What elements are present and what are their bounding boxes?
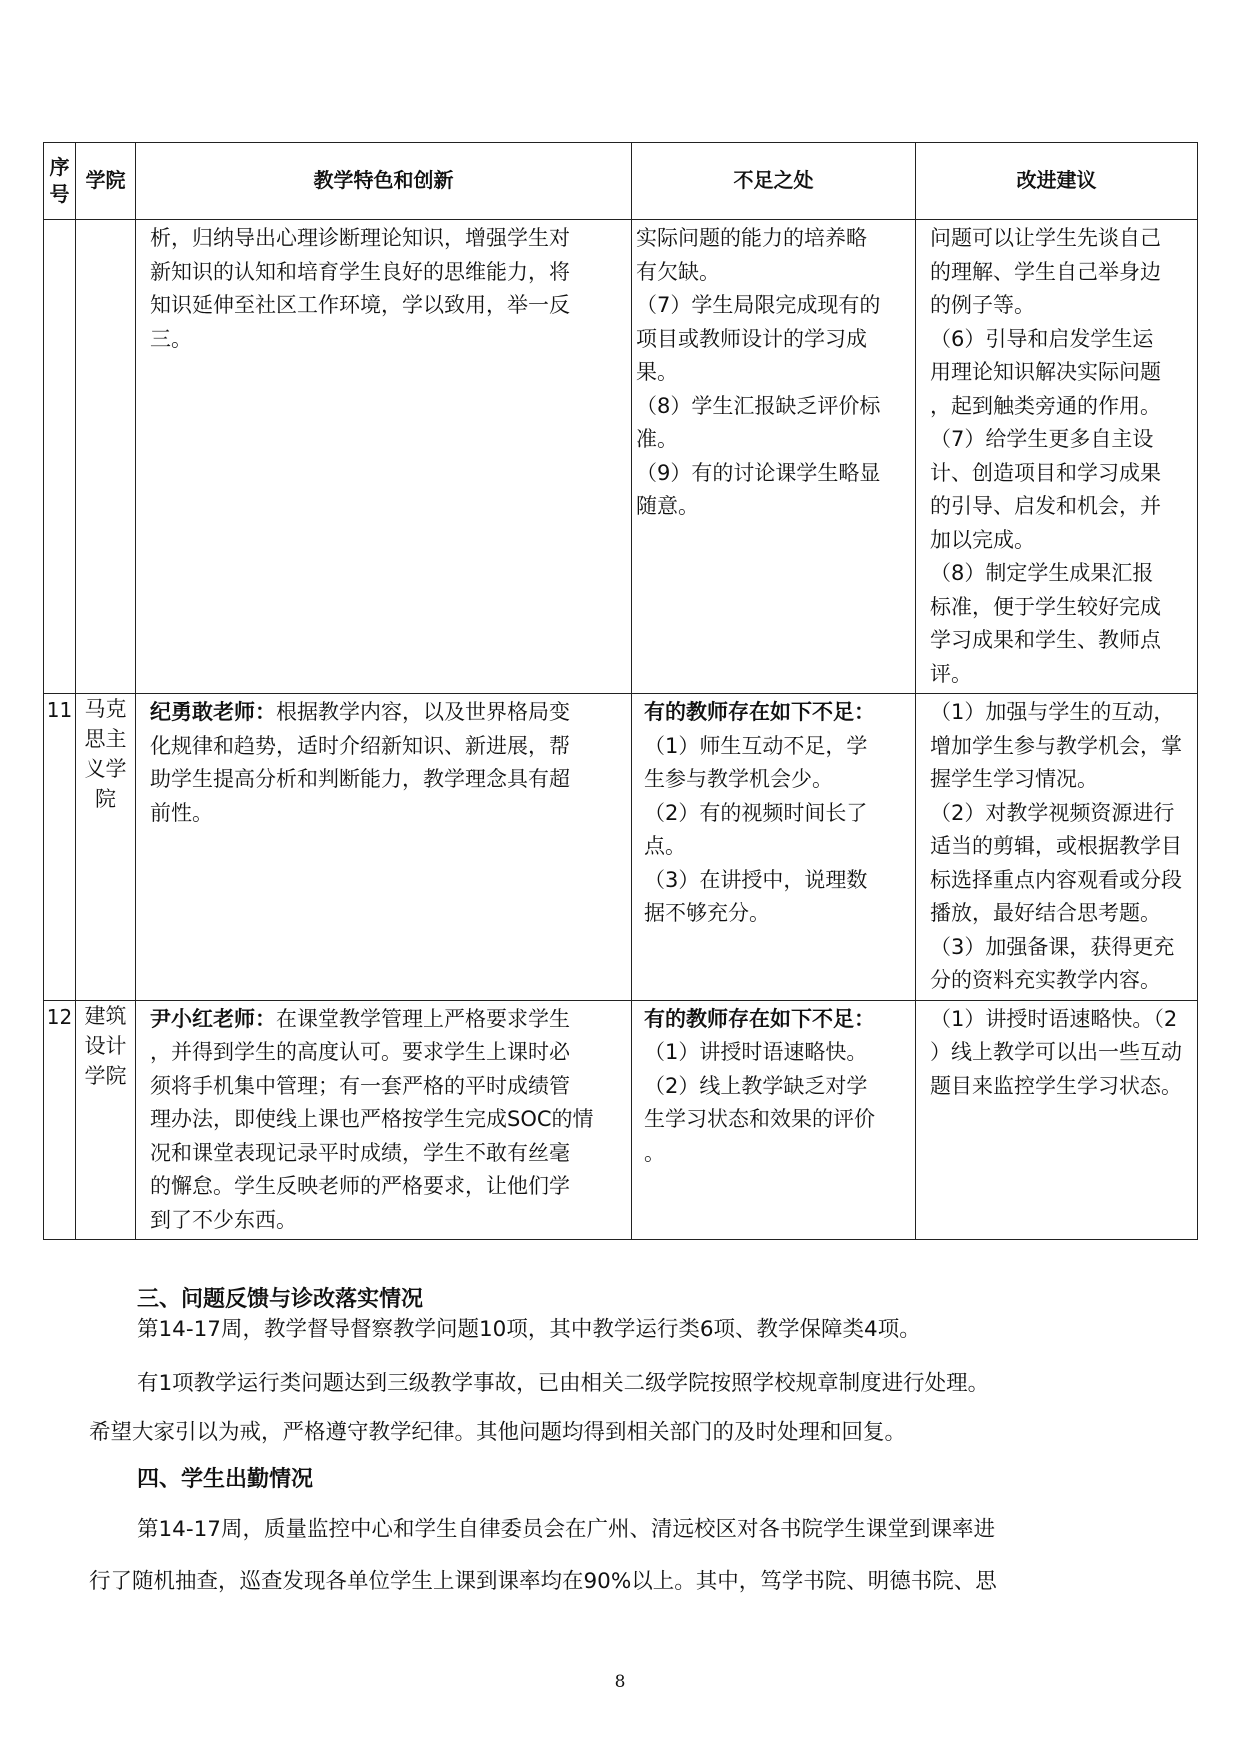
features-line: 到了不少东西。 bbox=[150, 1207, 297, 1232]
suggestion-line: 标准，便于学生较好完成 bbox=[930, 594, 1161, 619]
suggestion-line: 增加学生参与教学机会，掌 bbox=[930, 733, 1182, 758]
college-line: 义学 bbox=[84, 757, 127, 781]
features-text: 在课堂教学管理上严格要求学生 bbox=[276, 1006, 570, 1031]
shortcoming-line: 有欠缺。 bbox=[636, 259, 720, 284]
features-cell bbox=[136, 694, 632, 1001]
suggestion-line: 加以完成。 bbox=[930, 527, 1035, 552]
features-line: 析，归纳导出心理诊断理论知识，增强学生对 bbox=[150, 226, 570, 250]
teacher-name: 纪勇敢老师： bbox=[150, 700, 276, 724]
evaluation-table bbox=[43, 142, 1198, 1240]
page-number: 8 bbox=[614, 1672, 626, 1692]
features-line: 的懈怠。学生反映老师的严格要求，让他们学 bbox=[150, 1174, 570, 1198]
suggestion-line: 播放，最好结合思考题。 bbox=[930, 901, 1161, 925]
section-title-feedback: 三、问题反馈与诊改落实情况 bbox=[137, 1287, 424, 1312]
suggestion-line: （1）加强与学生的互动， bbox=[930, 700, 1175, 724]
shortcoming-line: 点。 bbox=[644, 834, 686, 858]
section4-paragraph-1-cont: 行了随机抽查，巡查发现各单位学生上课到课率均在90%以上。其中，笃学书院、明德书院、思 bbox=[89, 1569, 997, 1594]
college-line: 建筑 bbox=[84, 1003, 127, 1028]
table-header-row bbox=[44, 143, 1198, 220]
features-line: 新知识的认知和培育学生良好的思维能力，将 bbox=[150, 259, 570, 284]
shortcomings-heading: 有的教师存在如下不足： bbox=[644, 700, 875, 724]
header-features: 教学特色和创新 bbox=[136, 143, 632, 220]
shortcoming-line: 项目或教师设计的学习成 bbox=[636, 326, 867, 351]
suggestion-line: 计、创造项目和学习成果 bbox=[930, 460, 1161, 485]
shortcomings-cell bbox=[632, 694, 916, 1001]
shortcoming-line: 准。 bbox=[636, 427, 678, 451]
section3-paragraph-1: 第14-17周，教学督导督察教学问题10项，其中教学运行类6项、教学保障类4项。 bbox=[137, 1317, 921, 1342]
features-line bbox=[150, 1003, 621, 1037]
shortcomings-heading: 有的教师存在如下不足： bbox=[644, 1006, 875, 1031]
features-line: 三。 bbox=[150, 326, 192, 351]
shortcoming-line: （7）学生局限完成现有的 bbox=[636, 293, 881, 317]
suggestion-line: 题目来监控学生学习状态。 bbox=[930, 1073, 1182, 1098]
suggestions-cell bbox=[916, 1000, 1198, 1240]
shortcoming-line: （1）讲授时语速略快。 bbox=[644, 1040, 868, 1064]
suggestion-line: 问题可以让学生先谈自己 bbox=[930, 226, 1161, 250]
features-line: 理办法，即使线上课也严格按学生完成SOC的情 bbox=[150, 1107, 594, 1131]
suggestion-line: 评。 bbox=[930, 661, 972, 686]
row-number: 11 bbox=[44, 694, 76, 1001]
shortcoming-line: 。 bbox=[644, 1140, 665, 1165]
features-line: 助学生提高分析和判断能力，教学理念具有超 bbox=[150, 767, 570, 791]
suggestion-line: （8）制定学生成果汇报 bbox=[930, 561, 1154, 585]
table-row-continued bbox=[44, 220, 1198, 694]
suggestion-line: （7）给学生更多自主设 bbox=[930, 427, 1154, 451]
features-line: 化规律和趋势，适时介绍新知识、新进展，帮 bbox=[150, 733, 570, 758]
teacher-name: 尹小红老师： bbox=[150, 1006, 276, 1031]
suggestion-line: （6）引导和启发学生运 bbox=[930, 326, 1154, 351]
shortcoming-line: 果。 bbox=[636, 360, 678, 384]
shortcoming-line: 生参与教学机会少。 bbox=[644, 767, 833, 791]
suggestion-line: ，起到触类旁通的作用。 bbox=[930, 393, 1161, 418]
shortcoming-line: 随意。 bbox=[636, 494, 699, 518]
college-line: 设计 bbox=[84, 1033, 127, 1058]
suggestion-line: ）线上教学可以出一些互动 bbox=[930, 1040, 1182, 1064]
shortcoming-line: 生学习状态和效果的评价 bbox=[644, 1107, 875, 1131]
row-number-empty bbox=[44, 220, 76, 694]
table-row bbox=[44, 1000, 1198, 1240]
college-name bbox=[76, 1000, 136, 1240]
suggestion-line: 标选择重点内容观看或分段 bbox=[930, 867, 1182, 892]
college-name bbox=[76, 694, 136, 1001]
shortcoming-line: （8）学生汇报缺乏评价标 bbox=[636, 393, 881, 418]
college-line: 院 bbox=[95, 787, 116, 811]
section4-paragraph-1: 第14-17周，质量监控中心和学生自律委员会在广州、清远校区对各书院学生课堂到课率进 bbox=[137, 1517, 995, 1542]
features-line: 况和课堂表现记录平时成绩，学生不敢有丝毫 bbox=[150, 1140, 570, 1165]
shortcoming-line: （9）有的讨论课学生略显 bbox=[636, 460, 881, 485]
shortcoming-line: 实际问题的能力的培养略 bbox=[636, 226, 867, 250]
suggestion-line: 适当的剪辑，或根据教学目 bbox=[930, 834, 1182, 858]
college-line: 马克 bbox=[84, 697, 127, 721]
college-line: 思主 bbox=[84, 727, 127, 751]
suggestion-line: 用理论知识解决实际问题 bbox=[930, 360, 1161, 384]
suggestion-line: （3）加强备课，获得更充 bbox=[930, 934, 1175, 959]
college-line: 学院 bbox=[84, 1063, 127, 1088]
header-college: 学院 bbox=[76, 143, 136, 220]
suggestions-cell bbox=[916, 220, 1198, 694]
features-text: 根据教学内容，以及世界格局变 bbox=[276, 700, 570, 724]
shortcoming-line: （2）线上教学缺乏对学 bbox=[644, 1073, 868, 1098]
table-row bbox=[44, 694, 1198, 1001]
shortcoming-line: （1）师生互动不足，学 bbox=[644, 733, 868, 758]
shortcoming-line: （3）在讲授中，说理数 bbox=[644, 867, 868, 892]
header-number: 序号 bbox=[44, 143, 76, 220]
row-number: 12 bbox=[44, 1000, 76, 1240]
shortcoming-line: （2）有的视频时间长了 bbox=[644, 800, 868, 825]
suggestion-line: 分的资料充实教学内容。 bbox=[930, 968, 1161, 992]
suggestion-line: （1）讲授时语速略快。（2 bbox=[930, 1006, 1178, 1031]
features-line: 前性。 bbox=[150, 800, 213, 825]
header-shortcomings: 不足之处 bbox=[632, 143, 916, 220]
college-empty bbox=[76, 220, 136, 694]
features-line bbox=[150, 696, 621, 730]
suggestions-cell bbox=[916, 694, 1198, 1001]
features-cell bbox=[136, 1000, 632, 1240]
features-line: 知识延伸至社区工作环境，学以致用，举一反 bbox=[150, 293, 570, 317]
features-line: ，并得到学生的高度认可。要求学生上课时必 bbox=[150, 1040, 570, 1064]
shortcomings-cell bbox=[632, 1000, 916, 1240]
suggestion-line: 的引导、启发和机会，并 bbox=[930, 494, 1161, 518]
header-suggestions: 改进建议 bbox=[916, 143, 1198, 220]
section3-paragraph-2-cont: 希望大家引以为戒，严格遵守教学纪律。其他问题均得到相关部门的及时处理和回复。 bbox=[89, 1420, 907, 1445]
suggestion-line: 学习成果和学生、教师点 bbox=[930, 628, 1161, 652]
features-line: 须将手机集中管理；有一套严格的平时成绩管 bbox=[150, 1073, 570, 1098]
suggestion-line: （2）对教学视频资源进行 bbox=[930, 800, 1175, 825]
shortcoming-line: 据不够充分。 bbox=[644, 901, 770, 925]
suggestion-line: 的例子等。 bbox=[930, 293, 1035, 317]
shortcomings-cell bbox=[632, 220, 916, 694]
suggestion-line: 的理解、学生自己举身边 bbox=[930, 259, 1161, 284]
section3-paragraph-2: 有1项教学运行类问题达到三级教学事故，已由相关二级学院按照学校规章制度进行处理。 bbox=[137, 1371, 990, 1396]
features-cell bbox=[136, 220, 632, 694]
section-title-attendance: 四、学生出勤情况 bbox=[137, 1467, 314, 1492]
suggestion-line: 握学生学习情况。 bbox=[930, 767, 1098, 791]
